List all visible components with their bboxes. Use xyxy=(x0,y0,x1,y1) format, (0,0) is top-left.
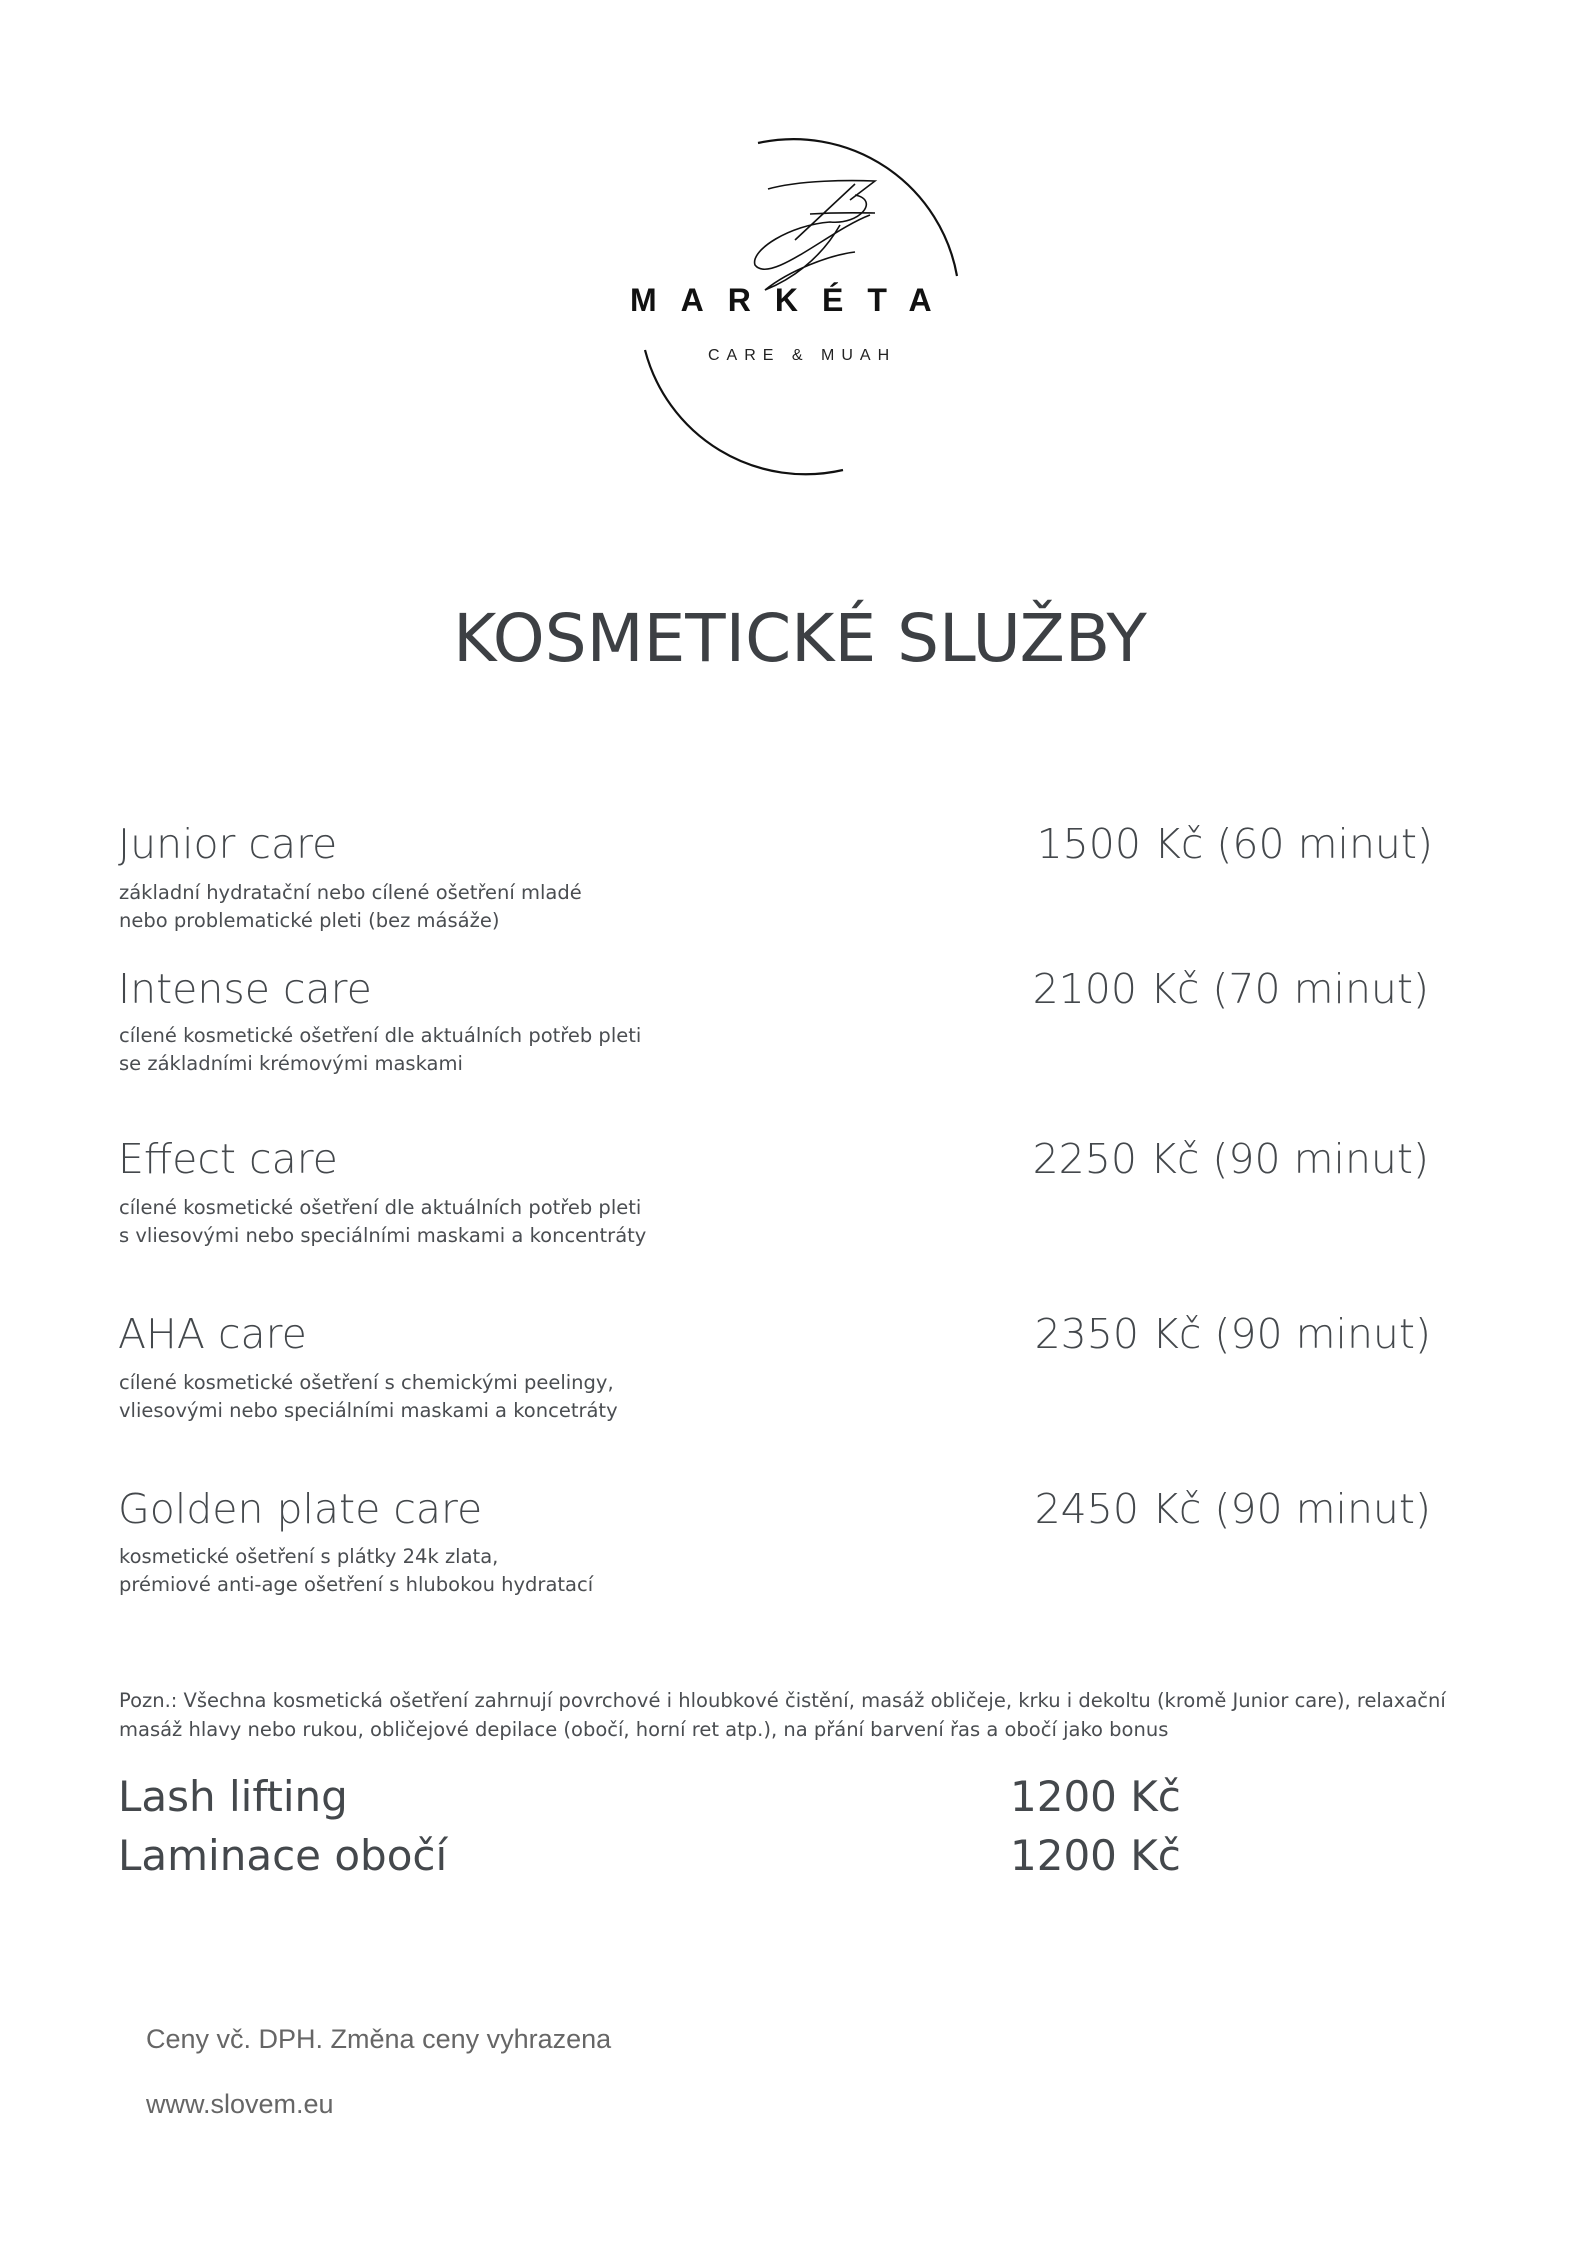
service-desc: se základními krémovými maskami xyxy=(119,1052,463,1075)
brand-tagline: CARE & MUAH xyxy=(708,347,897,364)
service-desc: základní hydratační nebo cílené ošetření mladé xyxy=(119,881,582,904)
service-name: Intense care xyxy=(118,965,372,1013)
service-name: Effect care xyxy=(118,1135,338,1183)
monogram-icon xyxy=(755,181,875,290)
service-price: 1500 Kč (60 minut) xyxy=(1036,820,1433,868)
extra-service-name: Laminace obočí xyxy=(118,1831,448,1880)
service-desc: nebo problematické pleti (bez másáže) xyxy=(119,909,500,932)
service-name: AHA care xyxy=(118,1310,307,1358)
extra-service-name: Lash lifting xyxy=(118,1772,348,1821)
page-title: KOSMETICKÉ SLUŽBY xyxy=(453,600,1147,677)
extra-service-price: 1200 Kč xyxy=(1010,1772,1181,1821)
service-desc: cílené kosmetické ošetření dle aktuálních potřeb pleti xyxy=(119,1196,642,1219)
service-price: 2350 Kč (90 minut) xyxy=(1034,1310,1431,1358)
price-disclaimer: Ceny vč. DPH. Změna ceny vyhrazena xyxy=(146,2024,612,2054)
note-line: Pozn.: Všechna kosmetická ošetření zahrnují povrchové i hloubkové čistění, masáž obličeje, krku i dekoltu (kromě Junior care), relaxační xyxy=(119,1689,1446,1712)
service-name: Golden plate care xyxy=(118,1485,483,1533)
brand-name: MARKÉTA xyxy=(630,282,956,318)
service-desc: vliesovými nebo speciálními maskami a koncetráty xyxy=(119,1399,618,1422)
service-desc: cílené kosmetické ošetření dle aktuálních potřeb pleti xyxy=(119,1024,642,1047)
service-desc: kosmetické ošetření s plátky 24k zlata, xyxy=(119,1545,499,1568)
service-price: 2450 Kč (90 minut) xyxy=(1034,1485,1431,1533)
service-price: 2100 Kč (70 minut) xyxy=(1032,965,1429,1013)
service-desc: prémiové anti-age ošetření s hlubokou hydratací xyxy=(119,1573,594,1596)
services-note xyxy=(119,1686,1499,1744)
extra-service-price: 1200 Kč xyxy=(1010,1831,1181,1880)
service-name: Junior care xyxy=(118,820,338,868)
website-link[interactable]: www.slovem.eu xyxy=(146,2089,334,2119)
service-desc: s vliesovými nebo speciálními maskami a koncentráty xyxy=(119,1224,647,1247)
service-desc: cílené kosmetické ošetření s chemickými peelingy, xyxy=(119,1371,614,1394)
note-line: masáž hlavy nebo rukou, obličejové depilace (obočí, horní ret atp.), na přání barvení řas a obočí jako bonus xyxy=(119,1718,1169,1741)
service-price: 2250 Kč (90 minut) xyxy=(1032,1135,1429,1183)
